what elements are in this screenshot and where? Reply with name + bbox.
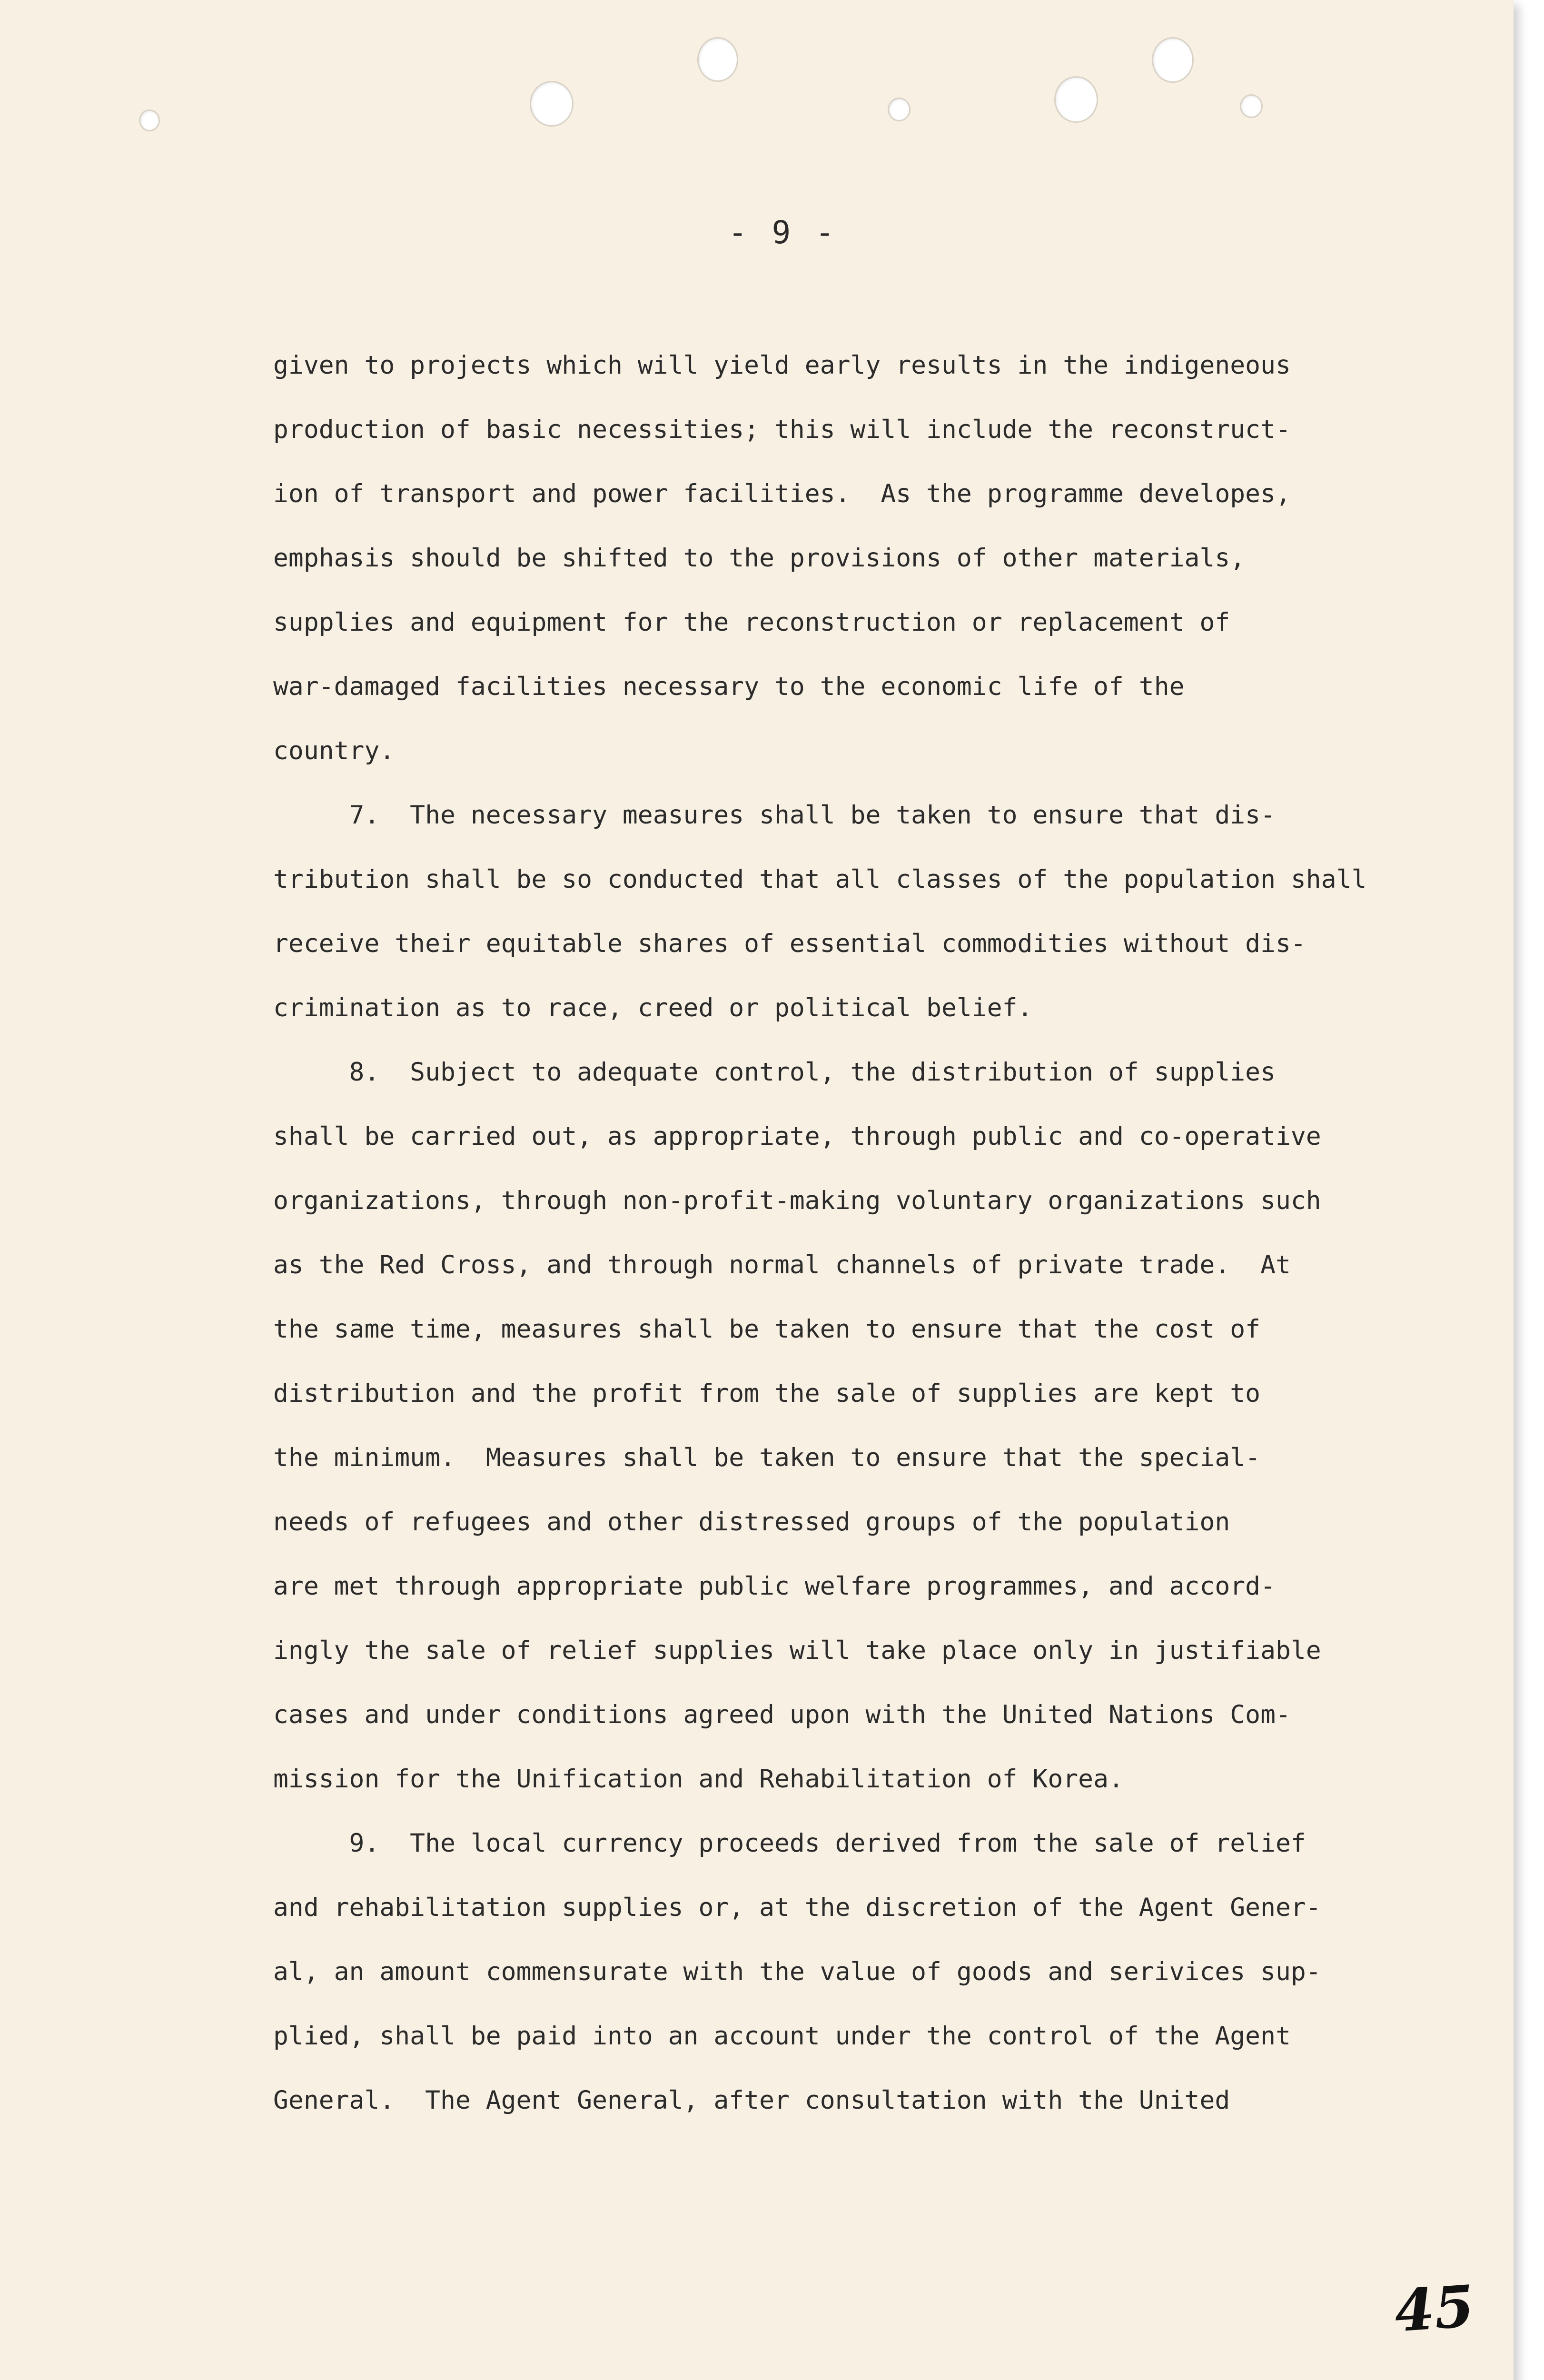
text-line: and rehabilitation supplies or, at the discretion of the Agent Gener- xyxy=(273,1893,1321,1922)
text-line: needs of refugees and other distressed groups of the population xyxy=(273,1507,1230,1537)
text-line: crimination as to race, creed or political belief. xyxy=(273,993,1033,1022)
binder-hole xyxy=(888,98,911,121)
text-line: the same time, measures shall be taken to ensure that the cost of xyxy=(273,1315,1261,1344)
text-line: tribution shall be so conducted that all classes of the population shall xyxy=(273,865,1367,894)
binder-hole xyxy=(139,109,160,131)
text-line: as the Red Cross, and through normal channels of private trade. At xyxy=(273,1250,1291,1279)
text-line: production of basic necessities; this will include the reconstruct- xyxy=(273,415,1291,444)
text-line: shall be carried out, as appropriate, through public and co-operative xyxy=(273,1122,1321,1151)
text-line: organizations, through non-profit-making voluntary organizations such xyxy=(273,1186,1321,1215)
binder-hole xyxy=(1054,76,1098,123)
page-number: - 9 - xyxy=(728,214,837,251)
binder-hole xyxy=(697,37,738,82)
body-text xyxy=(273,333,1439,2132)
text-line: the minimum. Measures shall be taken to ensure that the special- xyxy=(273,1443,1261,1472)
text-line: 7. The necessary measures shall be taken to ensure that dis- xyxy=(273,801,1276,830)
binder-hole xyxy=(1240,94,1263,118)
text-line: distribution and the profit from the sale of supplies are kept to xyxy=(273,1379,1261,1408)
text-line: plied, shall be paid into an account under the control of the Agent xyxy=(273,2022,1291,2051)
text-line: given to projects which will yield early results in the indigeneous xyxy=(273,351,1291,380)
text-line: war-damaged facilities necessary to the economic life of the xyxy=(273,672,1185,701)
text-line: mission for the Unification and Rehabilitation of Korea. xyxy=(273,1765,1124,1794)
text-line: are met through appropriate public welfare programmes, and accord- xyxy=(273,1572,1276,1601)
text-line: al, an amount commensurate with the value of goods and serivices sup- xyxy=(273,1957,1321,1986)
text-line: ingly the sale of relief supplies will take place only in justifiable xyxy=(273,1636,1321,1665)
binder-hole xyxy=(1152,37,1194,83)
binder-hole xyxy=(530,81,574,127)
text-line: emphasis should be shifted to the provisions of other materials, xyxy=(273,544,1246,573)
text-line: receive their equitable shares of essential commodities without dis- xyxy=(273,929,1306,958)
text-line: cases and under conditions agreed upon with the United Nations Com- xyxy=(273,1700,1291,1729)
text-line: country. xyxy=(273,736,395,765)
text-line: ion of transport and power facilities. As the programme developes, xyxy=(273,479,1291,508)
text-line: 9. The local currency proceeds derived from the sale of relief xyxy=(273,1829,1306,1858)
text-line: supplies and equipment for the reconstruction or replacement of xyxy=(273,608,1230,637)
handwritten-page-number: 45 xyxy=(1392,2272,1476,2345)
text-line: General. The Agent General, after consultation with the United xyxy=(273,2086,1230,2115)
text-line: 8. Subject to adequate control, the distribution of supplies xyxy=(273,1058,1276,1087)
